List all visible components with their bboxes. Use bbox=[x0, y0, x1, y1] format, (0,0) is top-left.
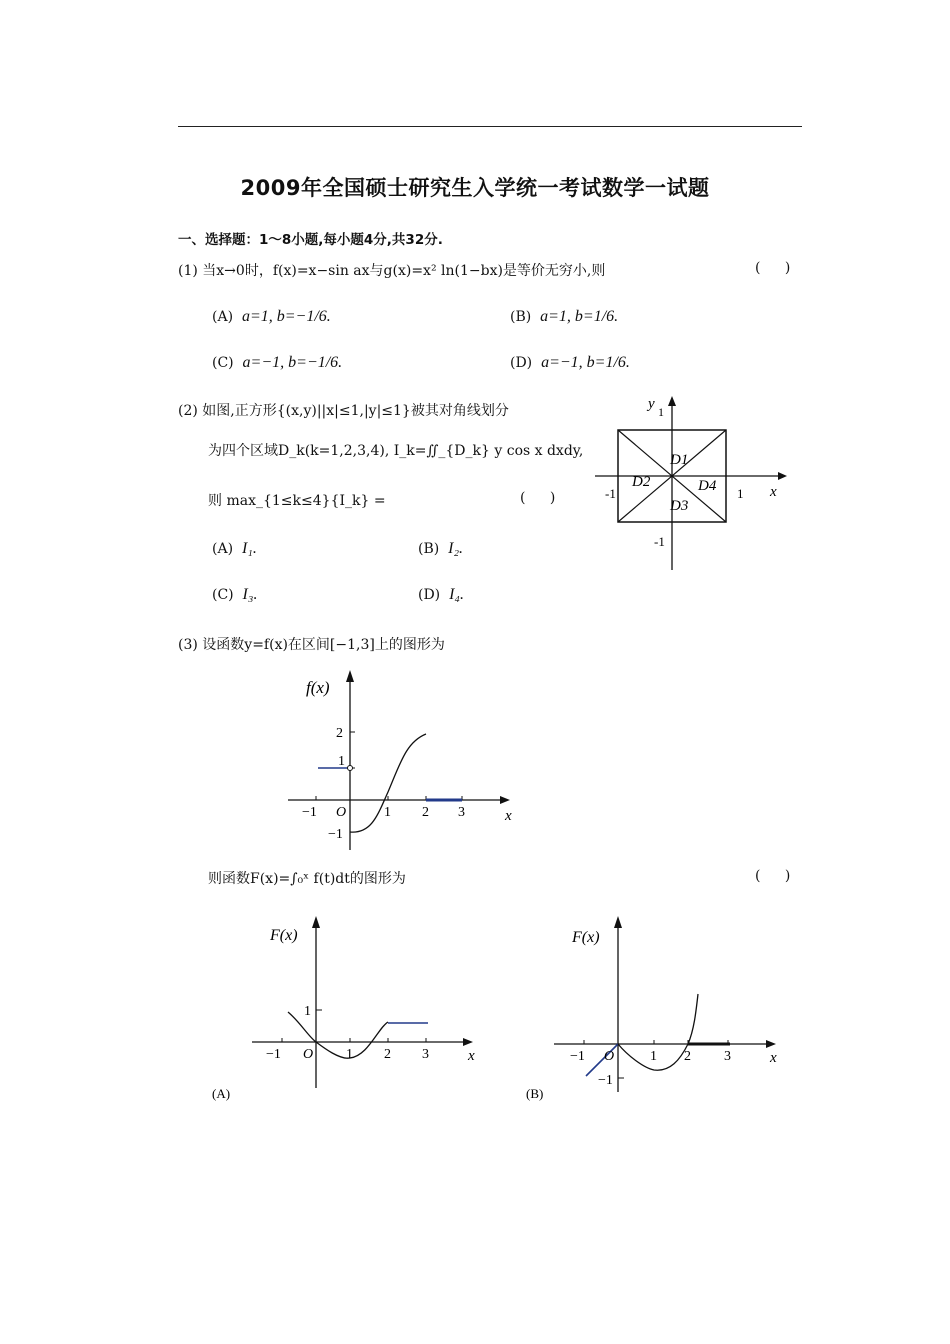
fx-y-arrow-icon bbox=[346, 670, 354, 682]
fx-tick-1: 1 bbox=[384, 805, 391, 820]
q2-line3: 则 max_{1≤k≤4}{I_k} = bbox=[208, 493, 386, 509]
q2-option-b: (B) I₂. bbox=[418, 540, 464, 557]
fx-ytick-neg1: −1 bbox=[328, 827, 343, 842]
x-neg-label: -1 bbox=[605, 486, 616, 501]
x-axis-arrow-icon bbox=[778, 472, 787, 480]
region-d2: D2 bbox=[632, 474, 651, 490]
region-d1: D1 bbox=[670, 452, 689, 468]
x-pos-label: 1 bbox=[737, 486, 744, 501]
a-tick-3: 3 bbox=[422, 1047, 429, 1062]
x-axis-label: x bbox=[770, 484, 777, 500]
q3-stem: (3) 设函数y=f(x)在区间[−1,3]上的图形为 bbox=[178, 637, 445, 653]
b-x-label: x bbox=[770, 1050, 777, 1066]
b-y-arrow-icon bbox=[614, 916, 622, 928]
fx-x-arrow-icon bbox=[500, 796, 510, 804]
y-axis-label: y bbox=[648, 396, 655, 412]
q1-answer-paren: ( ) bbox=[755, 260, 801, 276]
fx-tick-origin: O bbox=[336, 805, 347, 820]
q3-answer-paren: ( ) bbox=[755, 868, 801, 884]
b-tick-2: 2 bbox=[684, 1049, 691, 1064]
q1-stem: (1) 当x→0时，f(x)=x−sin ax与g(x)=x² ln(1−bx)是等价无穷小,则 bbox=[178, 263, 606, 279]
region-d4: D4 bbox=[698, 478, 717, 494]
b-y-label: F(x) bbox=[572, 929, 600, 946]
fx-tick-3: 3 bbox=[458, 805, 465, 820]
q2-line1: (2) 如图,正方形{(x,y)||x|≤1,|y|≤1}被其对角线划分 bbox=[178, 403, 509, 419]
q3-fx-graph bbox=[280, 664, 530, 854]
a-y-arrow-icon bbox=[312, 916, 320, 928]
region-d3: D3 bbox=[670, 498, 689, 514]
q2-option-c: (C) I₃. bbox=[212, 586, 258, 603]
q1-option-a: (A) a=1, b=−1/6. bbox=[212, 308, 331, 325]
q3-then: 则函数F(x)=∫₀ˣ f(t)dt的图形为 bbox=[208, 871, 406, 887]
fx-tick-neg1: −1 bbox=[302, 805, 317, 820]
q3-option-b-graph bbox=[520, 912, 790, 1102]
b-x-arrow-icon bbox=[766, 1040, 776, 1048]
fx-tick-2: 2 bbox=[422, 805, 429, 820]
q1-option-d: (D) a=−1, b=1/6. bbox=[510, 354, 630, 371]
q2-option-a: (A) I₁. bbox=[212, 540, 257, 557]
y-neg-label: -1 bbox=[654, 534, 665, 549]
a-tick-neg1: −1 bbox=[266, 1047, 281, 1062]
b-caption: (B) bbox=[526, 1086, 544, 1101]
q3-option-a-graph bbox=[200, 912, 490, 1102]
b-tick-3: 3 bbox=[724, 1049, 731, 1064]
y-axis-arrow-icon bbox=[668, 396, 676, 406]
a-tick-1: 1 bbox=[346, 1047, 353, 1062]
b-tick-origin: O bbox=[604, 1049, 615, 1064]
y-top-label: 1 bbox=[658, 405, 664, 419]
q2-option-d: (D) I₄. bbox=[418, 586, 464, 603]
a-ytick-1: 1 bbox=[304, 1004, 311, 1019]
fx-y-label: f(x) bbox=[306, 678, 330, 697]
q1-option-b: (B) a=1, b=1/6. bbox=[510, 308, 619, 325]
a-x-arrow-icon bbox=[463, 1038, 473, 1046]
q2-line2: 为四个区域D_k(k=1,2,3,4), I_k=∬_{D_k} y cos x dxdy, bbox=[208, 443, 584, 459]
q1-option-c: (C) a=−1, b=−1/6. bbox=[212, 354, 343, 371]
a-tick-origin: O bbox=[303, 1047, 314, 1062]
fx-open-point bbox=[348, 766, 353, 771]
a-tick-2: 2 bbox=[384, 1047, 391, 1062]
b-tick-1: 1 bbox=[650, 1049, 657, 1064]
q2-square-figure bbox=[590, 392, 790, 574]
fx-ytick-2: 2 bbox=[336, 726, 343, 741]
q2-answer-paren: ( ) bbox=[520, 490, 566, 506]
header-rule bbox=[178, 126, 802, 127]
a-caption: (A) bbox=[212, 1086, 231, 1101]
b-tick-neg1: −1 bbox=[570, 1049, 585, 1064]
fx-ytick-1: 1 bbox=[338, 754, 345, 769]
a-x-label: x bbox=[468, 1048, 475, 1064]
a-y-label: F(x) bbox=[270, 927, 298, 944]
page-title: 2009年全国硕士研究生入学统一考试数学一试题 bbox=[240, 176, 710, 200]
section-heading: 一、选择题：1～8小题,每小题4分,共32分. bbox=[178, 232, 443, 248]
b-ytick-neg1: −1 bbox=[598, 1073, 613, 1088]
fx-x-label: x bbox=[505, 808, 512, 824]
